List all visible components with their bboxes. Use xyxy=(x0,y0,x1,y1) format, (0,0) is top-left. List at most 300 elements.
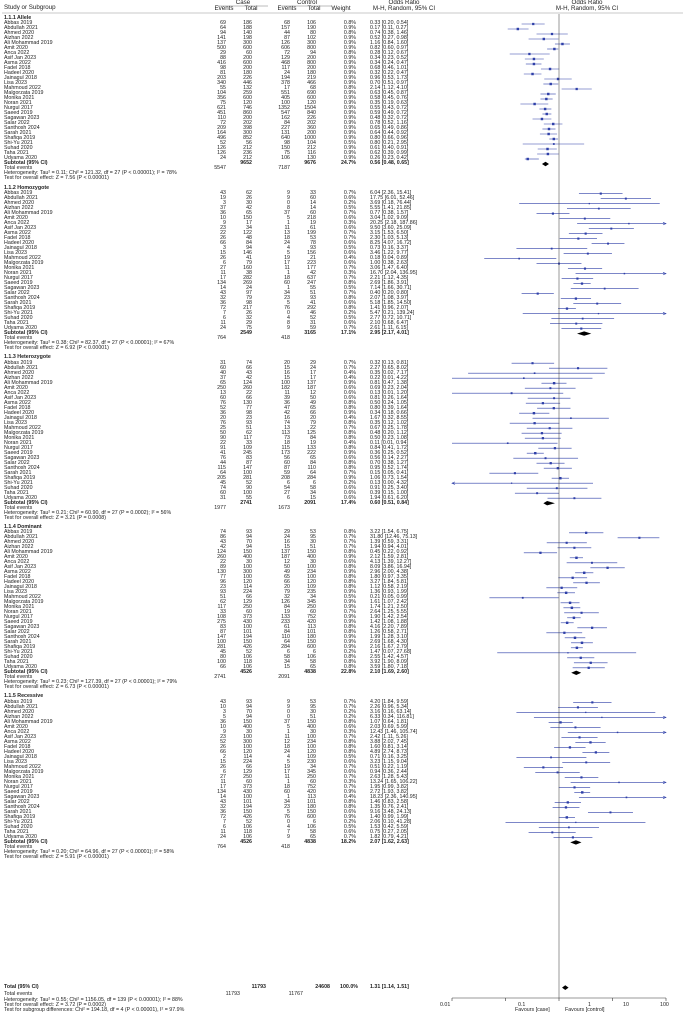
case-events-cell: 10 xyxy=(220,215,226,221)
or-ci-cell: 0.45 [0.22, 0.92] xyxy=(370,549,409,556)
subgroup-title: 1.1.4 Dominant xyxy=(4,523,42,530)
point-estimate xyxy=(542,402,544,404)
control-events-cell: 18 xyxy=(284,439,290,446)
study-name: Aizhan 2022 xyxy=(4,374,34,381)
point-estimate xyxy=(577,706,579,708)
or-ci-cell: 0.78 [0.52, 1.16] xyxy=(370,120,409,127)
control-events-cell: 15 xyxy=(284,544,290,551)
weight-cell: 0.2% xyxy=(343,708,356,715)
control-total-cell: 600 xyxy=(307,644,316,651)
control-events-cell: 100 xyxy=(281,100,290,107)
or-ci-cell: 0.61 [0.40, 0.91] xyxy=(370,145,409,152)
point-estimate xyxy=(561,43,563,45)
control-events-cell: 126 xyxy=(281,599,290,606)
point-estimate xyxy=(638,537,640,539)
study-name: Jainagul 2018 xyxy=(4,75,37,82)
control-events-cell: 24 xyxy=(284,70,290,77)
point-estimate xyxy=(541,432,543,434)
or-ci-cell: 2.30 [1.03, 5.13] xyxy=(370,235,409,241)
or-ci-cell: 0.55 [0.43, 0.72] xyxy=(370,105,409,112)
case-events-cell: 43 xyxy=(220,290,226,296)
control-total-cell: 113 xyxy=(307,793,316,800)
control-total-cell: 58 xyxy=(310,659,316,666)
control-total-cell: 125 xyxy=(307,429,316,436)
header-case: Case xyxy=(235,0,251,6)
point-estimate xyxy=(548,128,550,130)
case-events-cell: 66 xyxy=(220,748,226,755)
control-total-cell: 17 xyxy=(310,374,316,381)
case-total-cell: 84 xyxy=(246,240,252,246)
case-total-cell: 62 xyxy=(246,190,252,196)
case-total-cell: 24 xyxy=(246,285,252,291)
control-events-cell: 17 xyxy=(284,260,290,266)
control-events-cell: 84 xyxy=(284,629,290,636)
case-total-cell: 194 xyxy=(243,803,252,810)
or-ci-cell: 4.13 [1.39, 12.27] xyxy=(370,559,412,566)
control-total-cell: 752 xyxy=(307,783,316,790)
case-total-cell: 100 xyxy=(243,733,252,740)
weight-cell: 0.6% xyxy=(343,394,356,401)
case-total-cell: 34 xyxy=(246,225,252,231)
study-name: Salar 2022 xyxy=(4,290,30,296)
study-name: Sagawan 2023 xyxy=(4,115,40,122)
control-total-cell: 800 xyxy=(307,45,316,52)
point-estimate xyxy=(595,751,597,753)
control-events-cell: 76 xyxy=(284,813,290,820)
or-ci-cell: 0.91 [0.25, 3.40] xyxy=(370,484,409,491)
point-estimate xyxy=(576,278,578,280)
point-estimate xyxy=(625,198,627,200)
point-estimate xyxy=(526,158,528,160)
point-estimate xyxy=(569,746,571,748)
case-total-cell: 94 xyxy=(246,713,252,720)
or-ci-cell: 0.50 [0.24, 1.05] xyxy=(370,399,409,406)
weight-cell: 0.6% xyxy=(343,195,356,201)
point-estimate xyxy=(522,597,524,599)
case-total-cell: 29 xyxy=(246,320,252,326)
or-ci-cell: 8.25 [4.07, 16.72] xyxy=(370,240,412,246)
or-ci-cell: 0.36 [0.25, 0.52] xyxy=(370,449,409,456)
control-total-cell: 400 xyxy=(307,723,316,730)
or-ci-cell: 0.33 [0.20, 0.54] xyxy=(370,20,409,27)
study-name: Mahmoud 2022 xyxy=(4,763,41,770)
case-events-cell: 52 xyxy=(220,738,226,745)
point-estimate xyxy=(546,113,548,115)
control-total-cell: 55 xyxy=(310,285,316,291)
subtotal-diamond xyxy=(570,840,581,844)
or-ci-cell: 5.55 [1.41, 21.85] xyxy=(370,205,412,211)
case-total-cell: 282 xyxy=(243,275,252,281)
case-events-cell: 65 xyxy=(220,379,226,386)
or-ci-cell: 0.74 [0.38, 1.46] xyxy=(370,30,409,37)
study-name: Abdullah 2021 xyxy=(4,703,38,710)
control-events-cell: 1352 xyxy=(278,105,290,112)
or-ci-cell: 0.81 [0.47, 1.38] xyxy=(370,379,409,386)
case-events-cell: 23 xyxy=(220,225,226,231)
or-ci-cell: 0.18 [0.04, 0.89] xyxy=(370,255,409,261)
point-estimate xyxy=(566,307,568,309)
case-events-cell: 356 xyxy=(217,95,226,102)
weight-cell: 0.9% xyxy=(343,409,356,416)
control-events-cell: 4 xyxy=(287,315,290,321)
point-estimate xyxy=(511,483,512,484)
subgroup-title: 1.1.1 Allele xyxy=(4,15,32,21)
control-total-cell: 46 xyxy=(310,310,316,316)
case-total-cell: 42 xyxy=(246,205,252,211)
or-ci-cell: 1.35 [0.76, 2.41] xyxy=(370,803,409,810)
study-name: Amit 2020 xyxy=(4,723,28,730)
point-estimate xyxy=(543,38,545,40)
weight-cell: 0.8% xyxy=(343,624,356,631)
study-name: Taha 2021 xyxy=(4,320,29,326)
case-events-cell: 43 xyxy=(220,798,226,805)
control-total-cell: 84 xyxy=(310,434,316,441)
case-total-cell: 93 xyxy=(246,529,252,536)
total-events-case: 11793 xyxy=(225,991,240,997)
header-or: Odds Ratio xyxy=(388,0,420,6)
control-total-cell: 116 xyxy=(307,150,316,157)
control-total-cell: 94 xyxy=(310,50,316,57)
study-name: Udyama 2020 xyxy=(4,325,37,331)
or-ci-cell: 16.70 [2.04, 136.95] xyxy=(370,270,418,276)
control-total-cell: 247 xyxy=(307,280,316,286)
control-events-cell: 76 xyxy=(284,305,290,311)
point-estimate xyxy=(531,362,533,364)
case-events-cell: 27 xyxy=(220,265,226,271)
case-events-cell: 32 xyxy=(220,295,226,301)
control-events-cell: 5 xyxy=(287,808,290,815)
point-estimate xyxy=(587,253,589,255)
subgroup-events-control: 418 xyxy=(281,335,290,341)
case-events-cell: 75 xyxy=(220,100,226,107)
study-name: Abdullah 2021 xyxy=(4,364,38,371)
weight-cell: 0.4% xyxy=(343,439,356,446)
subgroup-overall-effect: Test for overall effect: Z = 6.92 (P < 0.00001) xyxy=(4,345,109,351)
control-events-cell: 6 xyxy=(287,494,290,501)
case-events-cell: 77 xyxy=(220,574,226,581)
study-name: Monika 2021 xyxy=(4,95,35,102)
weight-cell: 0.8% xyxy=(343,429,356,436)
subgroup-heterogeneity: Heterogeneity: Tau² = 0.38; Chi² = 82.37, df = 27 (P < 0.00001); I² = 67% xyxy=(4,340,175,346)
control-events-cell: 1 xyxy=(287,220,290,226)
case-events-cell: 14 xyxy=(220,285,226,291)
weight-cell: 0.9% xyxy=(343,599,356,606)
study-name: Salar 2022 xyxy=(4,120,30,127)
control-total-cell: 80 xyxy=(310,30,316,37)
point-estimate xyxy=(575,822,576,823)
case-total-cell: 94 xyxy=(246,703,252,710)
case-events-cell: 10 xyxy=(220,723,226,730)
total-events-control: 11767 xyxy=(288,991,303,997)
weight-cell: 0.7% xyxy=(343,544,356,551)
control-total-cell: 230 xyxy=(307,758,316,765)
control-total-cell: 1504 xyxy=(304,105,316,112)
weight-cell: 0.6% xyxy=(343,384,356,391)
subtotal-weight: 17.4% xyxy=(340,499,356,506)
control-events-cell: 24 xyxy=(284,534,290,541)
control-total-cell: 65 xyxy=(310,454,316,461)
point-estimate xyxy=(582,318,584,320)
or-ci-cell: 9.50 [3.60, 25.09] xyxy=(370,225,412,231)
control-events-cell: 131 xyxy=(281,130,290,137)
case-events-cell: 11 xyxy=(220,828,226,835)
case-total-cell: 26 xyxy=(246,310,252,316)
control-total-cell: 79 xyxy=(310,419,316,426)
case-total-cell: 400 xyxy=(243,723,252,730)
control-total-cell: 110 xyxy=(307,464,316,471)
point-estimate xyxy=(566,542,568,544)
or-ci-cell: 0.96 [0.53, 1.73] xyxy=(370,75,409,82)
case-total-cell: 41 xyxy=(246,255,252,261)
or-ci-cell: 7.14 [1.66, 30.71] xyxy=(370,285,412,291)
control-total-cell: 120 xyxy=(307,579,316,586)
or-ci-cell: 1.53 [0.42, 5.59] xyxy=(370,823,409,830)
case-total-cell: 114 xyxy=(243,584,252,591)
weight-cell: 0.7% xyxy=(343,763,356,770)
study-name: Asif Jan 2023 xyxy=(4,55,37,62)
case-total-cell: 93 xyxy=(246,419,252,426)
weight-cell: 0.4% xyxy=(343,255,356,261)
study-name: Monika 2021 xyxy=(4,265,35,271)
point-estimate xyxy=(581,282,583,284)
case-events-cell: 260 xyxy=(217,554,226,561)
or-ci-cell: 8.09 [3.86, 16.94] xyxy=(370,564,412,571)
case-events-cell: 2 xyxy=(223,753,226,760)
point-estimate xyxy=(577,238,579,240)
case-events-cell: 24 xyxy=(220,325,226,331)
or-ci-cell: 1.82 [0.79, 4.21] xyxy=(370,833,409,840)
control-events-cell: 4 xyxy=(287,823,290,830)
study-name: Sarah 2021 xyxy=(4,300,32,306)
control-events-cell: 11 xyxy=(284,773,290,780)
point-estimate xyxy=(617,732,618,733)
study-name: Lisa 2023 xyxy=(4,419,27,426)
case-total-cell: 60 xyxy=(246,609,252,616)
control-events-cell: 20 xyxy=(284,359,290,366)
subgroup-events-label: Total events xyxy=(4,335,33,341)
case-total-cell: 48 xyxy=(246,235,252,241)
control-total-cell: 29 xyxy=(310,359,316,366)
point-estimate xyxy=(549,83,551,85)
or-ci-cell: 0.75 [0.27, 2.05] xyxy=(370,828,409,835)
control-total-cell: 31 xyxy=(310,320,316,326)
control-total-cell: 58 xyxy=(310,484,316,491)
control-events-cell: 87 xyxy=(284,35,290,42)
case-total-cell: 83 xyxy=(246,454,252,461)
case-events-cell: 26 xyxy=(220,255,226,261)
case-events-cell: 88 xyxy=(220,55,226,62)
axis-tick-2: 1 xyxy=(588,1002,591,1008)
case-events-cell: 124 xyxy=(217,549,226,556)
study-name: Ali Mohammad 2019 xyxy=(4,40,53,47)
control-total-cell: 113 xyxy=(307,624,316,631)
control-total-cell: 53 xyxy=(310,235,316,241)
case-events-cell: 13 xyxy=(220,389,226,396)
case-total-cell: 120 xyxy=(243,579,252,586)
case-events-cell: 74 xyxy=(220,529,226,536)
or-ci-cell: 0.35 [0.12, 1.02] xyxy=(370,419,409,426)
case-total-cell: 852 xyxy=(243,135,252,142)
point-estimate xyxy=(574,726,576,728)
or-ci-cell: 2.96 [2.00, 4.38] xyxy=(370,569,409,576)
case-total-cell: 120 xyxy=(243,748,252,755)
case-total-cell: 600 xyxy=(243,45,252,52)
point-estimate xyxy=(559,721,561,723)
or-ci-cell: 0.15 [0.05, 0.41] xyxy=(370,469,409,476)
subgroup-events-control: 1673 xyxy=(278,504,290,511)
case-total-cell: 446 xyxy=(243,80,252,87)
case-total-cell: 26 xyxy=(246,195,252,201)
case-events-cell: 205 xyxy=(217,474,226,481)
case-events-cell: 33 xyxy=(220,609,226,616)
case-events-cell: 26 xyxy=(220,235,226,241)
control-events-cell: 84 xyxy=(284,604,290,611)
or-ci-cell: 2.12 [1.59, 2.81] xyxy=(370,554,409,561)
point-estimate xyxy=(584,268,586,270)
point-estimate xyxy=(576,88,578,90)
control-total-cell: 49 xyxy=(310,399,316,406)
case-total-cell: 66 xyxy=(246,763,252,770)
or-ci-cell: 3.59 [1.80, 7.18] xyxy=(370,664,409,671)
control-total-cell: 30 xyxy=(310,539,316,546)
or-ci-cell: 0.13 [0.00, 4.32] xyxy=(370,479,409,486)
weight-cell: 0.5% xyxy=(343,315,356,321)
point-estimate xyxy=(546,148,548,150)
control-total-cell: 840 xyxy=(307,110,316,117)
weight-cell: 0.7% xyxy=(343,609,356,616)
control-events-cell: 162 xyxy=(281,115,290,122)
case-events-cell: 51 xyxy=(220,594,226,601)
or-ci-cell: 1.39 [0.59, 3.31] xyxy=(370,539,409,546)
case-events-cell: 69 xyxy=(220,20,226,27)
or-ci-cell: 0.48 [0.20, 1.12] xyxy=(370,429,409,436)
control-events-cell: 17 xyxy=(284,768,290,775)
control-events-cell: 0 xyxy=(287,818,290,825)
weight-cell: 0.3% xyxy=(343,728,356,735)
point-estimate xyxy=(601,717,602,718)
case-events-cell: 3 xyxy=(223,708,226,715)
control-events-cell: 157 xyxy=(281,25,290,32)
study-name: Noran 2021 xyxy=(4,439,32,446)
control-events-cell: 13 xyxy=(284,230,290,236)
study-name: Anca 2022 xyxy=(4,389,30,396)
study-name: Nurgul 2017 xyxy=(4,275,33,281)
case-events-cell: 100 xyxy=(217,659,226,666)
control-total-cell: 53 xyxy=(310,529,316,536)
subtotal-ci: 2.07 [1.62, 2.63] xyxy=(370,838,409,845)
weight-cell: 0.5% xyxy=(343,140,356,147)
or-ci-cell: 0.13 [0.01, 1.20] xyxy=(370,389,409,396)
weight-cell: 0.9% xyxy=(343,125,356,132)
weight-cell: 0.8% xyxy=(343,280,356,286)
case-total-cell: 426 xyxy=(243,813,252,820)
subtotal-label: Subtotal (95% CI) xyxy=(4,160,48,167)
case-events-cell: 621 xyxy=(217,105,226,112)
case-total-cell: 120 xyxy=(243,100,252,107)
case-total-cell: 281 xyxy=(243,474,252,481)
control-events-cell: 6 xyxy=(287,479,290,486)
case-events-cell: 110 xyxy=(217,115,226,122)
control-events-cell: 129 xyxy=(281,55,290,62)
point-estimate xyxy=(580,776,582,778)
study-name: Nurgul 2017 xyxy=(4,783,33,790)
point-estimate xyxy=(610,228,612,230)
weight-cell: 0.9% xyxy=(343,65,356,72)
case-events-cell: 17 xyxy=(220,275,226,281)
point-estimate xyxy=(565,592,567,594)
case-total-cell: 200 xyxy=(243,115,252,122)
weight-cell: 0.5% xyxy=(343,285,356,291)
case-total-cell: 245 xyxy=(243,449,252,456)
control-total-cell: 6 xyxy=(313,818,316,825)
control-total-cell: 200 xyxy=(307,55,316,62)
control-events-cell: 7 xyxy=(287,828,290,835)
point-estimate xyxy=(507,442,509,444)
control-total-cell: 21 xyxy=(310,255,316,261)
subtotal-control-total: 4838 xyxy=(304,838,316,845)
control-total-cell: 420 xyxy=(307,619,316,626)
study-name: Santhosh 2024 xyxy=(4,464,40,471)
subgroup-heterogeneity: Heterogeneity: Tau² = 0.23; Chi² = 127.39, df = 27 (P < 0.00001); I² = 79% xyxy=(4,679,178,686)
or-ci-cell: 0.95 [0.52, 1.74] xyxy=(370,464,409,471)
weight-cell: 0.3% xyxy=(343,270,356,276)
point-estimate xyxy=(537,293,539,295)
case-total-cell: 212 xyxy=(243,155,252,162)
control-total-cell: 64 xyxy=(310,469,316,476)
weight-cell: 0.8% xyxy=(343,629,356,636)
control-events-cell: 24 xyxy=(284,240,290,246)
study-name: Abbas 2019 xyxy=(4,698,33,705)
weight-cell: 0.4% xyxy=(343,369,356,376)
case-total-cell: 400 xyxy=(243,554,252,561)
study-name: Aizhan 2022 xyxy=(4,544,34,551)
study-name: Nurgul 2017 xyxy=(4,105,33,112)
or-ci-cell: 5.18 [1.85, 14.50] xyxy=(370,300,412,306)
case-total-cell: 100 xyxy=(243,743,252,750)
case-events-cell: 60 xyxy=(220,364,226,371)
weight-cell: 0.6% xyxy=(343,300,356,306)
or-ci-cell: 1.12 [0.58, 2.19] xyxy=(370,584,409,591)
study-name: Nurgul 2017 xyxy=(4,444,33,451)
case-events-cell: 7 xyxy=(223,818,226,825)
header-plot-method: M-H, Random, 95% CI xyxy=(555,5,619,12)
study-name: Asif Jan 2023 xyxy=(4,733,37,740)
case-events-cell: 29 xyxy=(220,50,226,57)
point-estimate xyxy=(585,582,587,584)
weight-cell: 0.8% xyxy=(343,50,356,57)
control-events-cell: 39 xyxy=(284,394,290,401)
case-events-cell: 22 xyxy=(220,439,226,446)
weight-cell: 0.9% xyxy=(343,110,356,117)
control-events-cell: 11 xyxy=(284,265,290,271)
control-total-cell: 68 xyxy=(310,85,316,92)
point-estimate xyxy=(534,372,536,374)
case-events-cell: 36 xyxy=(220,808,226,815)
control-total-cell: 100 xyxy=(307,743,316,750)
point-estimate xyxy=(567,801,569,803)
control-events-cell: 0 xyxy=(287,310,290,316)
point-estimate xyxy=(532,23,534,25)
control-total-cell: 6 xyxy=(313,649,316,656)
weight-cell: 0.3% xyxy=(343,778,356,785)
study-name: Aizhan 2022 xyxy=(4,35,34,42)
study-name: Asma 2022 xyxy=(4,738,31,745)
control-events-cell: 9 xyxy=(287,190,290,196)
case-events-cell: 76 xyxy=(220,454,226,461)
point-estimate xyxy=(580,657,582,659)
control-events-cell: 56 xyxy=(284,454,290,461)
or-ci-cell: 0.52 [0.27, 0.98] xyxy=(370,35,409,42)
